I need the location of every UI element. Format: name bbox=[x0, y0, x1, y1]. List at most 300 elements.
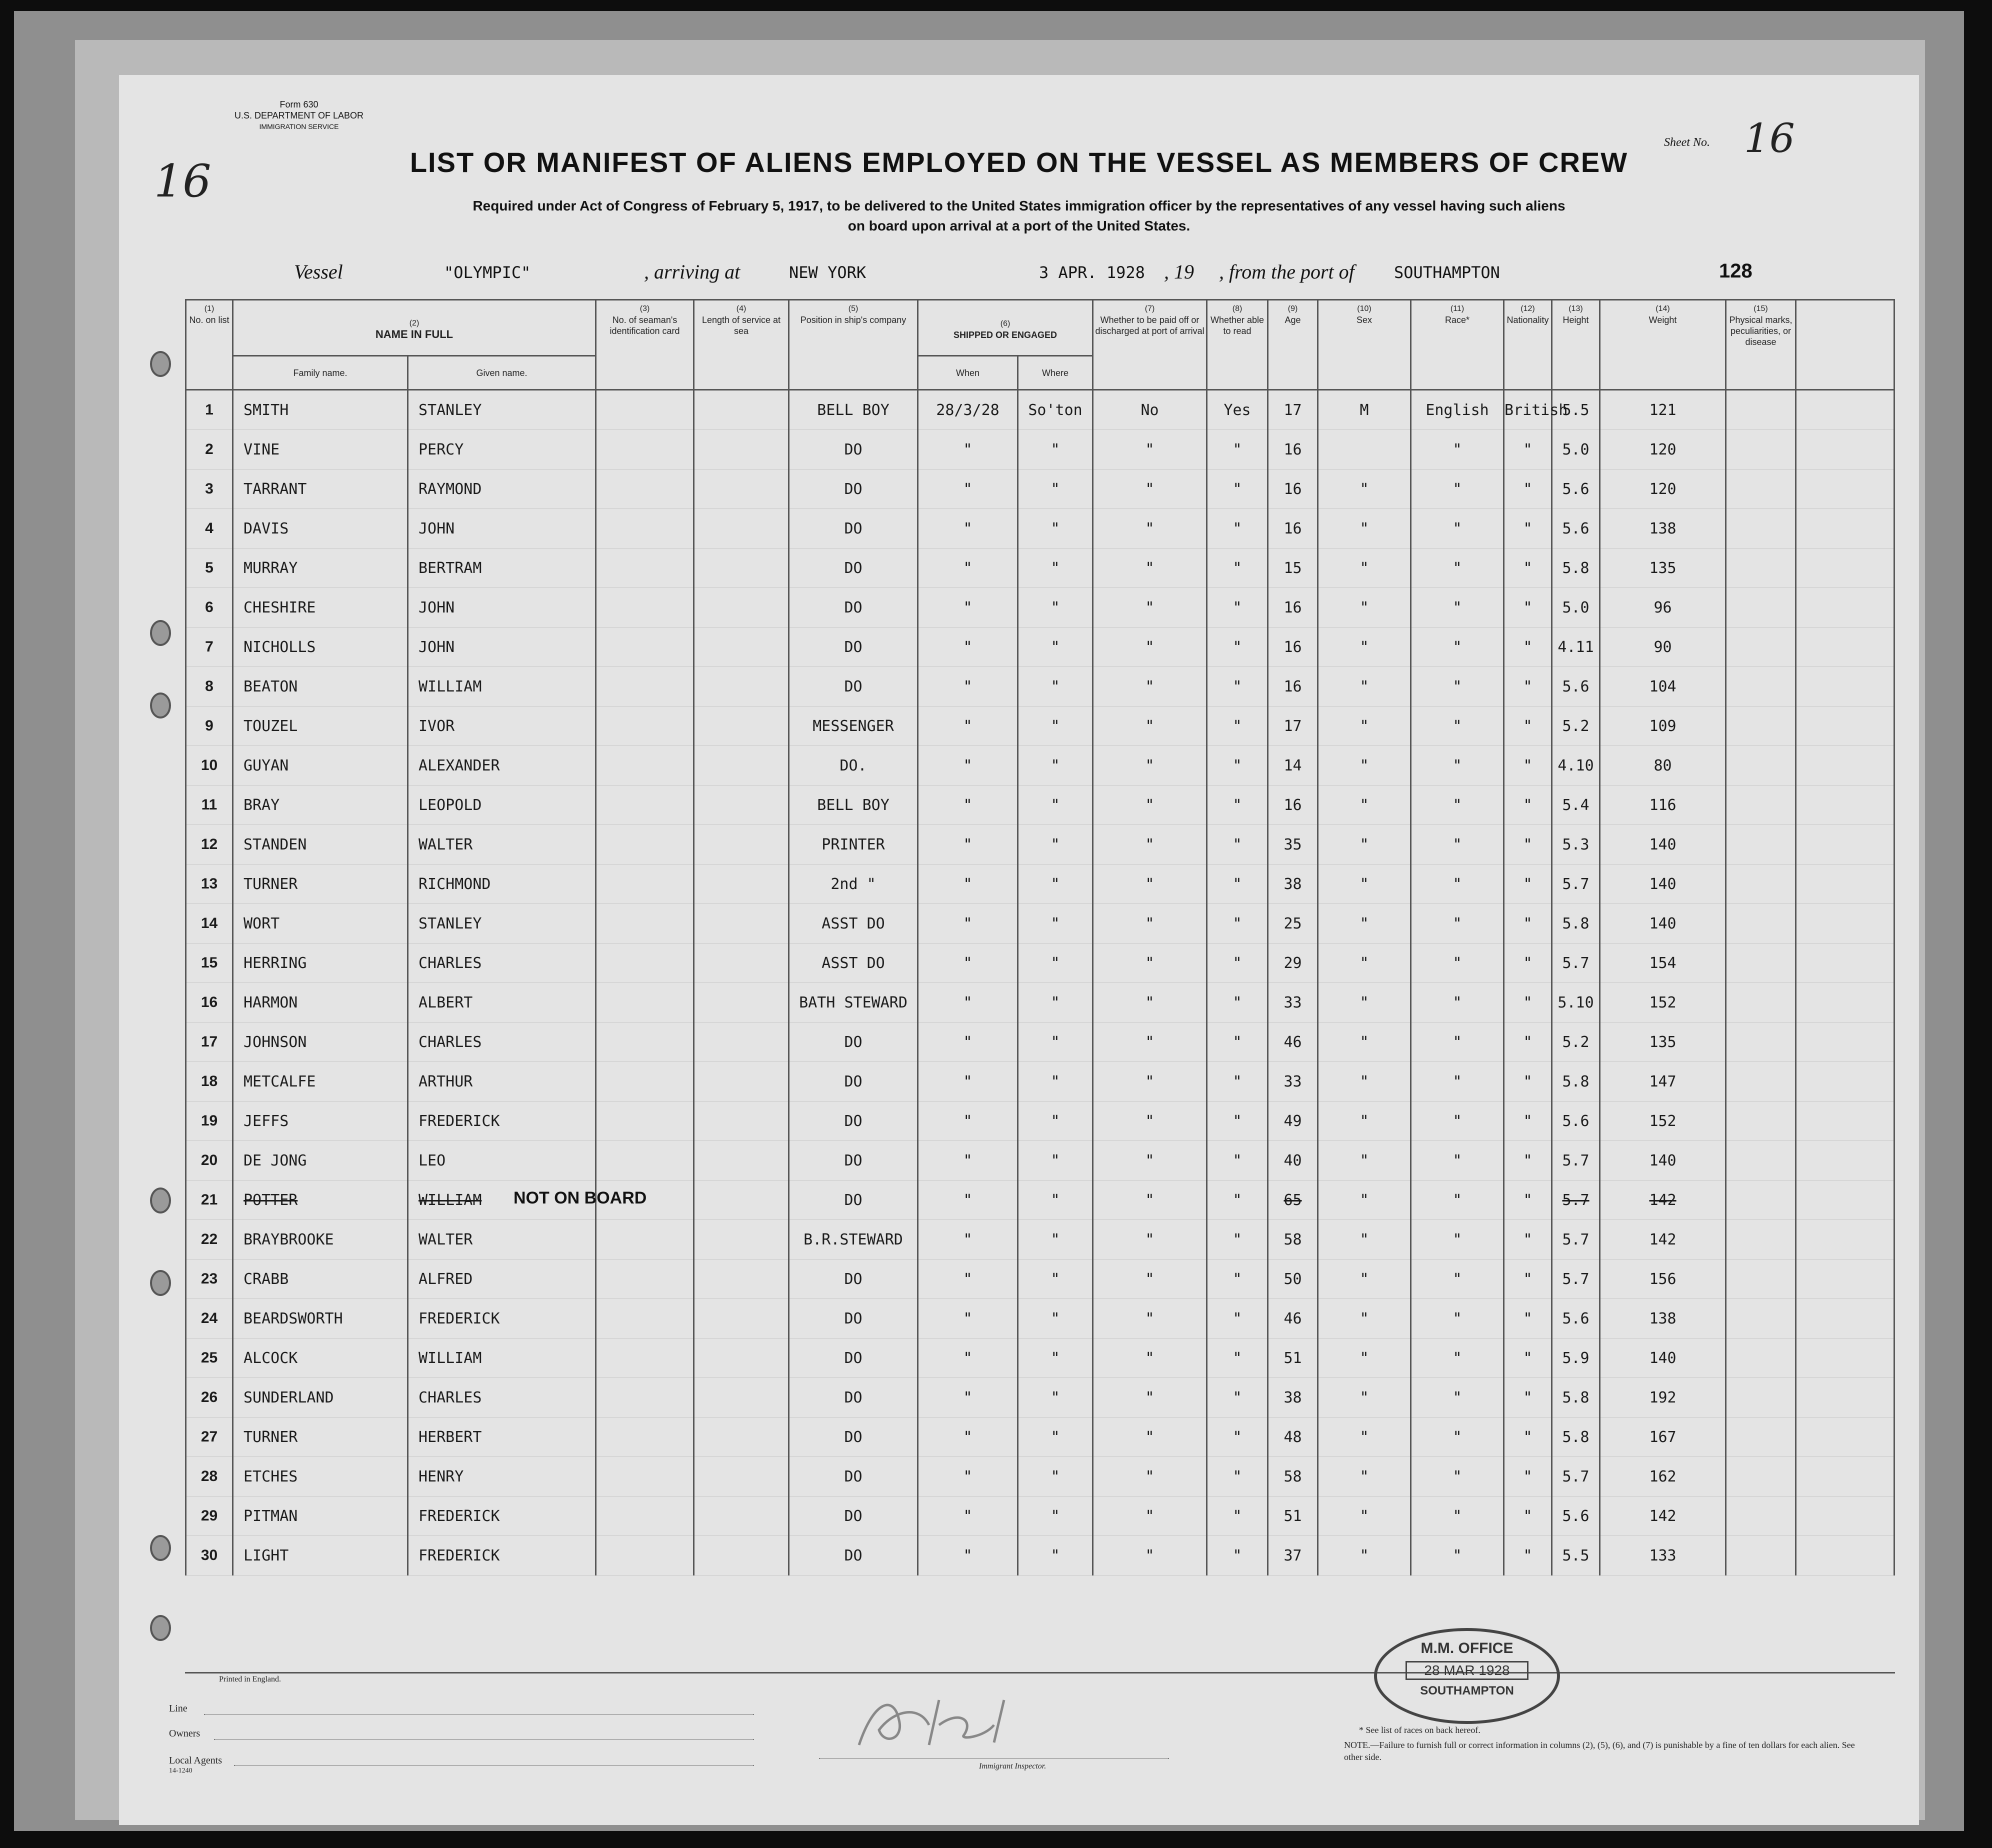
cell-position: PRINTER bbox=[789, 825, 918, 864]
cell-paid: " bbox=[1093, 706, 1207, 746]
cell-given: WILLIAM bbox=[408, 1338, 596, 1378]
cell-empty bbox=[596, 548, 694, 588]
punch-hole bbox=[150, 1535, 171, 1561]
cell-weight: 104 bbox=[1600, 667, 1726, 706]
cell-empty bbox=[1726, 628, 1796, 667]
cell-no: 28 bbox=[186, 1457, 233, 1496]
table-row bbox=[186, 1338, 1894, 1378]
cell-empty bbox=[1796, 944, 1894, 983]
cell-empty bbox=[596, 430, 694, 470]
inspector-signature bbox=[844, 1690, 1094, 1755]
cell-height: 5.6 bbox=[1552, 509, 1600, 548]
cell-empty bbox=[1796, 470, 1894, 509]
cell-empty bbox=[596, 509, 694, 548]
cell-paid: " bbox=[1093, 904, 1207, 944]
cell-empty bbox=[694, 1022, 789, 1062]
cell-age: 37 bbox=[1268, 1536, 1318, 1576]
table-row bbox=[186, 825, 1894, 864]
cell-sex: " bbox=[1318, 944, 1411, 983]
table-row bbox=[186, 1062, 1894, 1102]
cell-race: " bbox=[1411, 1536, 1504, 1576]
cell-where: " bbox=[1018, 667, 1093, 706]
cell-family: SMITH bbox=[233, 390, 408, 430]
cell-height: 5.0 bbox=[1552, 430, 1600, 470]
punch-hole bbox=[150, 1615, 171, 1641]
cell-family: LIGHT bbox=[233, 1536, 408, 1576]
cell-position: DO bbox=[789, 1536, 918, 1576]
cell-when: " bbox=[918, 1536, 1018, 1576]
cell-empty bbox=[1796, 548, 1894, 588]
cell-where: " bbox=[1018, 1496, 1093, 1536]
cell-when: " bbox=[918, 1102, 1018, 1141]
cell-sex: " bbox=[1318, 1457, 1411, 1496]
cell-sex: " bbox=[1318, 548, 1411, 588]
cell-empty bbox=[1796, 628, 1894, 667]
table-row bbox=[186, 1378, 1894, 1418]
cell-when: " bbox=[918, 746, 1018, 786]
cell-family: BRAY bbox=[233, 786, 408, 825]
cell-nationality: " bbox=[1504, 1022, 1552, 1062]
cell-weight: 133 bbox=[1600, 1536, 1726, 1576]
cell-position: DO bbox=[789, 1102, 918, 1141]
cell-height: 4.10 bbox=[1552, 746, 1600, 786]
table-row bbox=[186, 1102, 1894, 1141]
cell-family: GUYAN bbox=[233, 746, 408, 786]
cell-position: DO bbox=[789, 667, 918, 706]
cell-sex: " bbox=[1318, 1418, 1411, 1457]
cell-where: " bbox=[1018, 864, 1093, 904]
cell-sex: " bbox=[1318, 1378, 1411, 1418]
cell-empty bbox=[1796, 706, 1894, 746]
cell-paid: " bbox=[1093, 746, 1207, 786]
cell-weight: 109 bbox=[1600, 706, 1726, 746]
cell-race: " bbox=[1411, 509, 1504, 548]
cell-empty bbox=[1726, 1062, 1796, 1102]
cell-weight: 154 bbox=[1600, 944, 1726, 983]
cell-weight: 138 bbox=[1600, 1299, 1726, 1338]
cell-weight: 80 bbox=[1600, 746, 1726, 786]
inspector-label: Immigrant Inspector. bbox=[979, 1762, 1046, 1770]
cell-empty bbox=[694, 1457, 789, 1496]
cell-age: 16 bbox=[1268, 667, 1318, 706]
cell-where: " bbox=[1018, 588, 1093, 628]
cell-race: " bbox=[1411, 786, 1504, 825]
cell-empty bbox=[1726, 944, 1796, 983]
cell-nationality: " bbox=[1504, 904, 1552, 944]
cell-age: 38 bbox=[1268, 864, 1318, 904]
table-row bbox=[186, 706, 1894, 746]
cell-empty bbox=[596, 1141, 694, 1180]
cell-height: 5.4 bbox=[1552, 786, 1600, 825]
cell-weight: 167 bbox=[1600, 1418, 1726, 1457]
cell-empty bbox=[1726, 1141, 1796, 1180]
cell-family: WORT bbox=[233, 904, 408, 944]
cell-height: 5.10 bbox=[1552, 983, 1600, 1022]
document-subtitle bbox=[294, 196, 1744, 236]
cell-paid: " bbox=[1093, 1022, 1207, 1062]
cell-weight: 135 bbox=[1600, 1022, 1726, 1062]
cell-age: 29 bbox=[1268, 944, 1318, 983]
cell-empty bbox=[1726, 588, 1796, 628]
cell-nationality: British bbox=[1504, 390, 1552, 430]
cell-given: WALTER bbox=[408, 825, 596, 864]
cell-read: " bbox=[1207, 1496, 1268, 1536]
col-header-age: (9) Age bbox=[1268, 300, 1318, 390]
cell-when: " bbox=[918, 1022, 1018, 1062]
cell-read: " bbox=[1207, 1062, 1268, 1102]
cell-where: " bbox=[1018, 1378, 1093, 1418]
cell-empty bbox=[1726, 746, 1796, 786]
table-row bbox=[186, 1141, 1894, 1180]
cell-weight: 162 bbox=[1600, 1457, 1726, 1496]
cell-height: 5.6 bbox=[1552, 470, 1600, 509]
cell-empty bbox=[1726, 470, 1796, 509]
cell-race: English bbox=[1411, 390, 1504, 430]
cell-age: 46 bbox=[1268, 1299, 1318, 1338]
cell-family: TARRANT bbox=[233, 470, 408, 509]
cell-nationality: " bbox=[1504, 1141, 1552, 1180]
cell-nationality: " bbox=[1504, 1536, 1552, 1576]
cell-sex: " bbox=[1318, 1102, 1411, 1141]
cell-nationality: " bbox=[1504, 1102, 1552, 1141]
cell-position: DO bbox=[789, 1022, 918, 1062]
cell-height: 5.6 bbox=[1552, 1496, 1600, 1536]
cell-family: BEATON bbox=[233, 667, 408, 706]
cell-empty bbox=[1796, 390, 1894, 430]
cell-position: DO bbox=[789, 1299, 918, 1338]
cell-empty bbox=[1796, 1141, 1894, 1180]
cell-position: BELL BOY bbox=[789, 786, 918, 825]
cell-age: 16 bbox=[1268, 509, 1318, 548]
cell-read: " bbox=[1207, 588, 1268, 628]
table-row bbox=[186, 628, 1894, 667]
cell-empty bbox=[1796, 1418, 1894, 1457]
cell-age: 46 bbox=[1268, 1022, 1318, 1062]
cell-family: CRABB bbox=[233, 1260, 408, 1299]
cell-nationality: " bbox=[1504, 1180, 1552, 1220]
cell-no: 4 bbox=[186, 509, 233, 548]
cell-given: CHARLES bbox=[408, 1022, 596, 1062]
cell-empty bbox=[1796, 1378, 1894, 1418]
cell-empty bbox=[1796, 430, 1894, 470]
cell-read: " bbox=[1207, 1338, 1268, 1378]
cell-where: " bbox=[1018, 786, 1093, 825]
margin-note: 16 bbox=[154, 155, 212, 208]
col-header-read: (8) Whether able to read bbox=[1207, 300, 1268, 390]
table-row bbox=[186, 1022, 1894, 1062]
cell-empty bbox=[1796, 864, 1894, 904]
cell-paid: " bbox=[1093, 1418, 1207, 1457]
cell-sex: " bbox=[1318, 628, 1411, 667]
cell-nationality: " bbox=[1504, 1457, 1552, 1496]
cell-age: 17 bbox=[1268, 706, 1318, 746]
cell-race: " bbox=[1411, 1457, 1504, 1496]
cell-empty bbox=[694, 746, 789, 786]
cell-weight: 142 bbox=[1600, 1180, 1726, 1220]
cell-nationality: " bbox=[1504, 825, 1552, 864]
cell-nationality: " bbox=[1504, 944, 1552, 983]
cell-weight: 152 bbox=[1600, 1102, 1726, 1141]
col-header-blank bbox=[1796, 300, 1894, 390]
cell-empty bbox=[596, 983, 694, 1022]
cell-height: 5.5 bbox=[1552, 1536, 1600, 1576]
cell-when: " bbox=[918, 904, 1018, 944]
cell-where: " bbox=[1018, 706, 1093, 746]
stamp-top: M.M. OFFICE bbox=[1420, 1640, 1514, 1656]
col-header-service: (4) Length of service at sea bbox=[694, 300, 789, 390]
cell-family: TOUZEL bbox=[233, 706, 408, 746]
department: U.S. DEPARTMENT OF LABOR bbox=[234, 110, 364, 120]
cell-race: " bbox=[1411, 1378, 1504, 1418]
cell-no: 21 bbox=[186, 1180, 233, 1220]
cell-age: 58 bbox=[1268, 1220, 1318, 1260]
cell-position: DO bbox=[789, 1496, 918, 1536]
cell-nationality: " bbox=[1504, 1378, 1552, 1418]
cell-empty bbox=[1726, 1220, 1796, 1260]
cell-given: HERBERT bbox=[408, 1418, 596, 1457]
cell-position: MESSENGER bbox=[789, 706, 918, 746]
cell-position: DO bbox=[789, 1260, 918, 1299]
cell-nationality: " bbox=[1504, 548, 1552, 588]
cell-weight: 142 bbox=[1600, 1496, 1726, 1536]
cell-paid: " bbox=[1093, 1141, 1207, 1180]
cell-race: " bbox=[1411, 904, 1504, 944]
cell-nationality: " bbox=[1504, 1260, 1552, 1299]
cell-empty bbox=[694, 667, 789, 706]
cell-no: 5 bbox=[186, 548, 233, 588]
cell-family: TURNER bbox=[233, 1418, 408, 1457]
form-block bbox=[234, 99, 364, 132]
cell-when: " bbox=[918, 1141, 1018, 1180]
cell-read: " bbox=[1207, 1536, 1268, 1576]
cell-no: 17 bbox=[186, 1022, 233, 1062]
cell-given: FREDERICK bbox=[408, 1536, 596, 1576]
cell-given: FREDERICK bbox=[408, 1496, 596, 1536]
cell-empty bbox=[694, 1260, 789, 1299]
cell-empty bbox=[1726, 667, 1796, 706]
cell-empty bbox=[1796, 825, 1894, 864]
mm-office-stamp bbox=[1374, 1628, 1560, 1724]
cell-empty bbox=[1726, 430, 1796, 470]
cell-race: " bbox=[1411, 1022, 1504, 1062]
cell-empty bbox=[1726, 864, 1796, 904]
cell-family: JEFFS bbox=[233, 1102, 408, 1141]
cell-sex: " bbox=[1318, 706, 1411, 746]
cell-when: " bbox=[918, 983, 1018, 1022]
cell-nationality: " bbox=[1504, 1418, 1552, 1457]
cell-no: 7 bbox=[186, 628, 233, 667]
cell-family: VINE bbox=[233, 430, 408, 470]
cell-no: 20 bbox=[186, 1141, 233, 1180]
cell-age: 38 bbox=[1268, 1378, 1318, 1418]
cell-empty bbox=[694, 1299, 789, 1338]
cell-empty bbox=[596, 1220, 694, 1260]
cell-given: WILLIAM bbox=[408, 667, 596, 706]
cell-weight: 120 bbox=[1600, 430, 1726, 470]
cell-given: RAYMOND bbox=[408, 470, 596, 509]
cell-given: FREDERICK bbox=[408, 1102, 596, 1141]
cell-empty bbox=[596, 944, 694, 983]
cell-empty bbox=[694, 1220, 789, 1260]
cell-when: " bbox=[918, 1418, 1018, 1457]
footer-rule bbox=[185, 1672, 1895, 1674]
cell-where: " bbox=[1018, 509, 1093, 548]
cell-when: " bbox=[918, 1378, 1018, 1418]
cell-age: 25 bbox=[1268, 904, 1318, 944]
cell-when: " bbox=[918, 509, 1018, 548]
cell-paid: " bbox=[1093, 1102, 1207, 1141]
cell-empty bbox=[1796, 1496, 1894, 1536]
cell-family: HERRING bbox=[233, 944, 408, 983]
cell-empty bbox=[596, 1496, 694, 1536]
cell-read: " bbox=[1207, 1418, 1268, 1457]
document-title: LIST OR MANIFEST OF ALIENS EMPLOYED ON THE VESSEL AS MEMBERS OF CREW bbox=[410, 146, 1628, 178]
cell-empty bbox=[1796, 1338, 1894, 1378]
cell-sex: M bbox=[1318, 390, 1411, 430]
cell-family: METCALFE bbox=[233, 1062, 408, 1102]
cell-no: 18 bbox=[186, 1062, 233, 1102]
table-row bbox=[186, 548, 1894, 588]
cell-position: DO bbox=[789, 588, 918, 628]
col-header-family: Family name. bbox=[233, 356, 408, 390]
cell-empty bbox=[596, 746, 694, 786]
cell-read: " bbox=[1207, 470, 1268, 509]
cell-no: 9 bbox=[186, 706, 233, 746]
cell-nationality: " bbox=[1504, 470, 1552, 509]
cell-read: " bbox=[1207, 864, 1268, 904]
cell-sex: " bbox=[1318, 825, 1411, 864]
cell-weight: 192 bbox=[1600, 1378, 1726, 1418]
cell-paid: " bbox=[1093, 1378, 1207, 1418]
cell-when: " bbox=[918, 1180, 1018, 1220]
cell-weight: 138 bbox=[1600, 509, 1726, 548]
cell-no: 1 bbox=[186, 390, 233, 430]
cell-where: " bbox=[1018, 1260, 1093, 1299]
cell-no: 22 bbox=[186, 1220, 233, 1260]
cell-empty bbox=[694, 1378, 789, 1418]
vessel-line bbox=[119, 260, 1919, 290]
cell-height: 5.7 bbox=[1552, 1220, 1600, 1260]
cell-nationality: " bbox=[1504, 864, 1552, 904]
col-header-marks: (15) Physical marks, peculiarities, or disease bbox=[1726, 300, 1796, 390]
cell-height: 5.9 bbox=[1552, 1338, 1600, 1378]
table-row bbox=[186, 1418, 1894, 1457]
cell-position: DO bbox=[789, 1457, 918, 1496]
cell-weight: 152 bbox=[1600, 983, 1726, 1022]
cell-nationality: " bbox=[1504, 1062, 1552, 1102]
cell-read: " bbox=[1207, 706, 1268, 746]
cell-when: " bbox=[918, 1260, 1018, 1299]
table-row bbox=[186, 864, 1894, 904]
cell-where: " bbox=[1018, 983, 1093, 1022]
cell-weight: 121 bbox=[1600, 390, 1726, 430]
cell-when: " bbox=[918, 825, 1018, 864]
cell-empty bbox=[596, 1536, 694, 1576]
cell-family: BRAYBROOKE bbox=[233, 1220, 408, 1260]
cell-given: LEOPOLD bbox=[408, 786, 596, 825]
table-row bbox=[186, 667, 1894, 706]
owners-label: Owners bbox=[169, 1728, 200, 1739]
cell-no: 14 bbox=[186, 904, 233, 944]
cell-no: 13 bbox=[186, 864, 233, 904]
cell-sex: " bbox=[1318, 1022, 1411, 1062]
table-row bbox=[186, 1299, 1894, 1338]
cell-family: TURNER bbox=[233, 864, 408, 904]
cell-sex: " bbox=[1318, 1141, 1411, 1180]
cell-when: " bbox=[918, 1062, 1018, 1102]
cell-empty bbox=[1726, 1496, 1796, 1536]
cell-where: " bbox=[1018, 628, 1093, 667]
cell-when: " bbox=[918, 1338, 1018, 1378]
cell-position: 2nd " bbox=[789, 864, 918, 904]
cell-family: STANDEN bbox=[233, 825, 408, 864]
cell-empty bbox=[1726, 1299, 1796, 1338]
cell-height: 5.8 bbox=[1552, 1062, 1600, 1102]
cell-empty bbox=[694, 548, 789, 588]
cell-sex: " bbox=[1318, 1220, 1411, 1260]
cell-height: 5.5 bbox=[1552, 390, 1600, 430]
cell-where: " bbox=[1018, 1536, 1093, 1576]
table-row bbox=[186, 904, 1894, 944]
cell-age: 50 bbox=[1268, 1260, 1318, 1299]
cell-nationality: " bbox=[1504, 1299, 1552, 1338]
cell-no: 23 bbox=[186, 1260, 233, 1299]
cell-age: 16 bbox=[1268, 786, 1318, 825]
cell-race: " bbox=[1411, 864, 1504, 904]
cell-sex: " bbox=[1318, 667, 1411, 706]
cell-paid: " bbox=[1093, 1062, 1207, 1102]
cell-empty bbox=[596, 864, 694, 904]
cell-weight: 147 bbox=[1600, 1062, 1726, 1102]
cell-paid: " bbox=[1093, 825, 1207, 864]
cell-sex: " bbox=[1318, 470, 1411, 509]
cell-age: 14 bbox=[1268, 746, 1318, 786]
cell-height: 5.0 bbox=[1552, 588, 1600, 628]
cell-empty bbox=[694, 1496, 789, 1536]
cell-no: 3 bbox=[186, 470, 233, 509]
cell-paid: " bbox=[1093, 1338, 1207, 1378]
table-body bbox=[186, 390, 1894, 1576]
cell-where: " bbox=[1018, 746, 1093, 786]
printed-note: Printed in England. bbox=[219, 1675, 281, 1684]
cell-age: 33 bbox=[1268, 983, 1318, 1022]
cell-nationality: " bbox=[1504, 430, 1552, 470]
manifest-sheet bbox=[119, 75, 1919, 1825]
cell-empty bbox=[596, 1062, 694, 1102]
cell-empty bbox=[1796, 1299, 1894, 1338]
table-row bbox=[186, 430, 1894, 470]
cell-nationality: " bbox=[1504, 628, 1552, 667]
cell-no: 10 bbox=[186, 746, 233, 786]
cell-weight: 120 bbox=[1600, 470, 1726, 509]
cell-nationality: " bbox=[1504, 983, 1552, 1022]
cell-paid: " bbox=[1093, 470, 1207, 509]
cell-race: " bbox=[1411, 1299, 1504, 1338]
cell-position: DO bbox=[789, 509, 918, 548]
cell-empty bbox=[694, 1062, 789, 1102]
cell-empty bbox=[596, 1418, 694, 1457]
cell-position: ASST DO bbox=[789, 944, 918, 983]
cell-race: " bbox=[1411, 1338, 1504, 1378]
arriving-label: , arriving at bbox=[644, 260, 740, 283]
cell-empty bbox=[694, 430, 789, 470]
cell-no: 6 bbox=[186, 588, 233, 628]
cell-no: 30 bbox=[186, 1536, 233, 1576]
not-on-board-note: NOT ON BOARD bbox=[514, 1188, 647, 1208]
cell-family: CHESHIRE bbox=[233, 588, 408, 628]
cell-age: 35 bbox=[1268, 825, 1318, 864]
cell-given: STANLEY bbox=[408, 904, 596, 944]
